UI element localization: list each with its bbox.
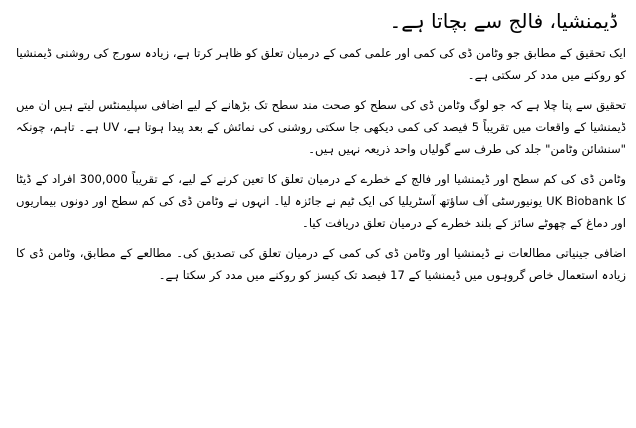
paragraph-supplements: تحقیق سے پتا چلا ہے کہ جو لوگ وٹامن ڈی کی سطح کو صحت مند سطح تک بڑھانے کے لیے اضافی سپلیمنٹس لیتے ہیں ان میں ڈیمنشیا کے واقعات میں تقریباً 5 فیصد کی کمی دیکھی جا سکتی روشنی کی نمائش کے بعد پیدا ہوتا ہے، UV ہے۔ تاہم، چونکہ "سنشائن وٹامن" جلد کی طرف سے گولیاں واحد ذریعہ نہیں ہیں۔ [16,98,626,156]
paragraph-intro: ایک تحقیق کے مطابق جو وٹامن ڈی کی کمی اور علمی کمی کے درمیان تعلق کو ظاہر کرتا ہے، زیادہ سورج کی روشنی ڈیمنشیا کو روکنے میں مدد کر سکتی ہے۔ [15,46,626,82]
paragraph-genetic-studies: اضافی جینیاتی مطالعات نے ڈیمنشیا اور وٹامن ڈی کی کمی کے درمیان تعلق کی تصدیق کی۔ مطالعے کے مطابق، وٹامن ڈی کا زیادہ استعمال خاص گروہوں میں ڈیمنشیا کے 17 فیصد تک کیسز کو روکنے میں مدد کر سکتا ہے۔ [16,246,626,282]
article-title: ڈیمنشیا، فالج سے بچاتا ہے۔ [389,9,618,33]
paragraph-biobank-study: وٹامن ڈی کی کم سطح اور ڈیمنشیا اور فالج کے خطرے کے درمیان تعلق کا تعین کرنے کے لیے، کے تقریباً 300,000 افراد کے ڈیٹا کا UK Biobank یونیورسٹی آف ساؤتھ آسٹریلیا کی ایک ٹیم نے جائزہ لیا۔ انہوں نے وٹامن ڈی کی کم سطح اور دونوں بیماریوں اور دماغ کے چھوٹے سائز کے بلند خطرے کے درمیان تعلق دریافت کیا۔ [16,172,626,230]
